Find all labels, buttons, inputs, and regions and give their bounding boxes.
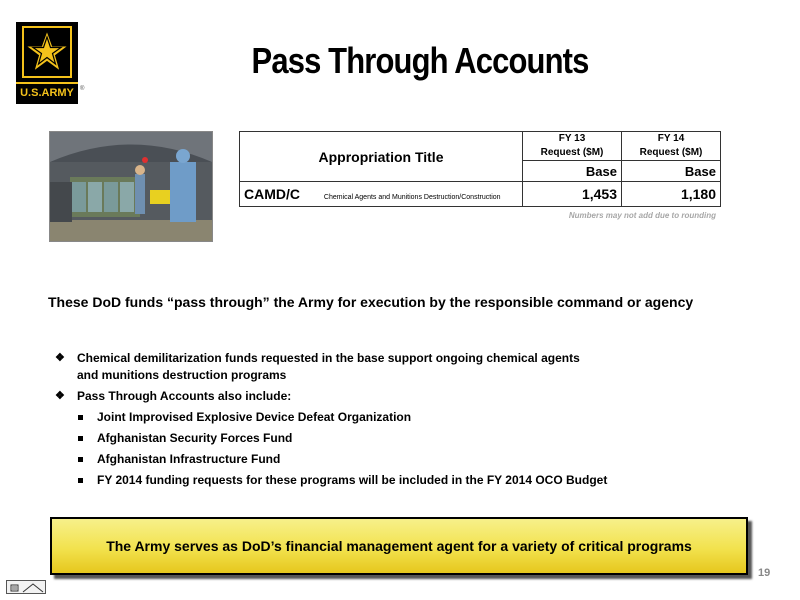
fy14-label: FY 14	[657, 133, 685, 144]
square-bullet-icon	[78, 478, 83, 483]
table-header-fy14	[622, 132, 721, 161]
facility-photo	[49, 131, 213, 242]
sub-list-item	[55, 407, 755, 428]
fy13-label: FY 13	[558, 133, 586, 144]
appropriation-table	[239, 131, 721, 207]
row-fy13-value: 1,453	[523, 182, 622, 207]
diamond-bullet-icon: ❖	[55, 352, 65, 364]
diamond-bullet-icon: ❖	[55, 390, 65, 402]
sub-bullet-list	[55, 407, 755, 491]
registered-mark: ®	[80, 86, 85, 92]
row-fy14-value: 1,180	[622, 182, 721, 207]
table-header-fy13	[523, 132, 622, 161]
table-row	[240, 182, 721, 207]
page-number: 19	[758, 567, 771, 579]
bullet-text: Pass Through Accounts also include:	[77, 389, 292, 403]
table-header-title: Appropriation Title	[240, 132, 523, 182]
square-bullet-icon	[78, 457, 83, 462]
bullet-text: and munitions destruction programs	[77, 368, 287, 382]
rounding-note: Numbers may not add due to rounding	[568, 211, 716, 220]
logo-wordmark: U.S.ARMY	[16, 82, 78, 102]
row-description: Chemical Agents and Munitions Destruction/Construction	[323, 194, 501, 201]
bullet-text: Chemical demilitarization funds requested in the base support ongoing chemical agents	[77, 351, 580, 365]
slide-nav-icon	[7, 582, 45, 594]
square-bullet-icon	[78, 436, 83, 441]
bullet-item-continued	[55, 365, 755, 386]
star-icon	[22, 26, 72, 78]
sub-list-item	[55, 470, 755, 491]
slide-title: Pass Through Accounts	[251, 40, 589, 81]
table-subheader-fy14-base: Base	[622, 161, 721, 182]
bullet-item	[55, 386, 755, 407]
sub-item-text: Afghanistan Security Forces Fund	[97, 431, 293, 445]
row-code: CAMD/C	[244, 186, 300, 202]
square-bullet-icon	[78, 415, 83, 420]
intro-text: These DoD funds “pass through” the Army for execution by the responsible command or agency	[48, 294, 694, 310]
fy14-sublabel: Request ($M)	[639, 147, 703, 158]
table-subheader-fy13-base: Base	[523, 161, 622, 182]
sub-list-item	[55, 428, 755, 449]
army-logo	[16, 22, 78, 104]
row-appropriation	[240, 182, 523, 207]
callout-banner: The Army serves as DoD’s financial management agent for a variety of critical programs	[50, 517, 748, 575]
slide-navigation-control[interactable]	[6, 580, 46, 594]
sub-item-text: FY 2014 funding requests for these programs will be included in the FY 2014 OCO Budget	[97, 473, 608, 487]
bullet-list	[55, 348, 755, 491]
fy13-sublabel: Request ($M)	[540, 147, 604, 158]
sub-list-item	[55, 449, 755, 470]
sub-item-text: Joint Improvised Explosive Device Defeat Organization	[97, 410, 412, 424]
sub-item-text: Afghanistan Infrastructure Fund	[97, 452, 281, 466]
sub-list-container	[55, 407, 755, 491]
